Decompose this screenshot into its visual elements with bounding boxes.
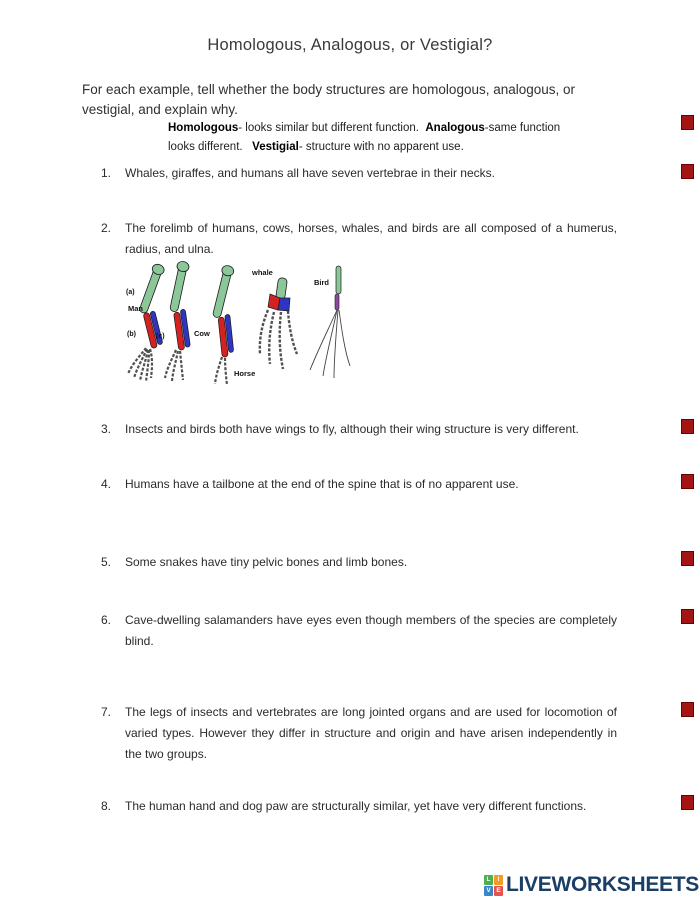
question-number: 6.	[101, 613, 112, 627]
answer-box[interactable]	[681, 702, 694, 717]
logo-tile-i: I	[494, 875, 503, 885]
question-text: Some snakes have tiny pelvic bones and limb bones.	[125, 555, 408, 569]
logo-tile-v: V	[484, 886, 493, 896]
question-number: 5.	[101, 555, 112, 569]
question-text: The legs of insects and vertebrates are long jointed organs and are used for locomotion of varied types. However they differ in structure and origin and have arisen independently in the two groups.	[125, 705, 617, 761]
question-number: 2.	[101, 221, 112, 235]
term-vestigial: Vestigial	[252, 140, 299, 153]
label-c: (c)	[156, 333, 165, 340]
label-cow: Cow	[194, 329, 210, 338]
question-text: Humans have a tailbone at the end of the spine that is of no apparent use.	[125, 477, 519, 491]
question-text: Cave-dwelling salamanders have eyes even though members of the species are completely blind.	[125, 613, 617, 648]
def-analogous: -same function looks different.	[168, 122, 561, 153]
answer-box[interactable]	[681, 609, 694, 624]
forelimb-diagram	[122, 254, 372, 389]
question-4	[101, 474, 617, 495]
term-analogous: Analogous	[425, 122, 485, 134]
term-homologous: Homologous	[168, 122, 239, 134]
label-horse: Horse	[234, 369, 256, 378]
question-1	[101, 163, 617, 184]
question-6	[101, 610, 617, 652]
question-7	[101, 702, 617, 765]
def-homologous: - looks similar but different function.	[238, 122, 426, 134]
label-b: (b)	[127, 331, 136, 338]
question-number: 7.	[101, 705, 112, 719]
intro-text: For each example, tell whether the body structures are homologous, analogous, or vestigial, and explain why.	[82, 82, 576, 117]
liveworksheets-logo-icon	[484, 875, 503, 896]
question-8	[101, 796, 617, 817]
question-number: 4.	[101, 477, 112, 491]
logo-tile-l: L	[484, 875, 493, 885]
def-vestigial: - structure with no apparent use.	[298, 140, 464, 153]
bird-limb	[310, 266, 350, 378]
question-text: The human hand and dog paw are structurally similar, yet have very different functions.	[125, 799, 587, 813]
horse-limb	[210, 264, 255, 385]
liveworksheets-logo	[484, 869, 699, 901]
man-limb	[126, 263, 166, 382]
question-5	[101, 552, 617, 573]
answer-box[interactable]	[681, 474, 694, 489]
label-a: (a)	[126, 289, 135, 296]
label-man: Man	[128, 304, 143, 313]
question-text: Whales, giraffes, and humans all have seven vertebrae in their necks.	[125, 166, 495, 180]
logo-tile-e: E	[494, 886, 503, 896]
answer-box[interactable]	[681, 551, 694, 566]
label-whale: whale	[252, 268, 273, 277]
answer-box[interactable]	[681, 795, 694, 810]
definitions-text	[168, 119, 578, 156]
question-text: Insects and birds both have wings to fly, although their wing structure is very different.	[125, 422, 579, 436]
answer-box[interactable]	[681, 115, 694, 130]
question-number: 8.	[101, 799, 112, 813]
answer-box[interactable]	[681, 419, 694, 434]
question-3	[101, 419, 617, 440]
whale-limb	[251, 268, 297, 369]
question-number: 1.	[101, 166, 112, 180]
answer-box[interactable]	[681, 164, 694, 179]
liveworksheets-logo-text: LIVEWORKSHEETS	[506, 873, 699, 896]
label-bird: Bird	[314, 278, 329, 287]
cow-limb	[165, 260, 210, 381]
question-number: 3.	[101, 422, 112, 436]
page-title: Homologous, Analogous, or Vestigial?	[207, 36, 493, 54]
question-text: The forelimb of humans, cows, horses, whales, and birds are all composed of a humerus, radius, and ulna.	[125, 221, 617, 256]
